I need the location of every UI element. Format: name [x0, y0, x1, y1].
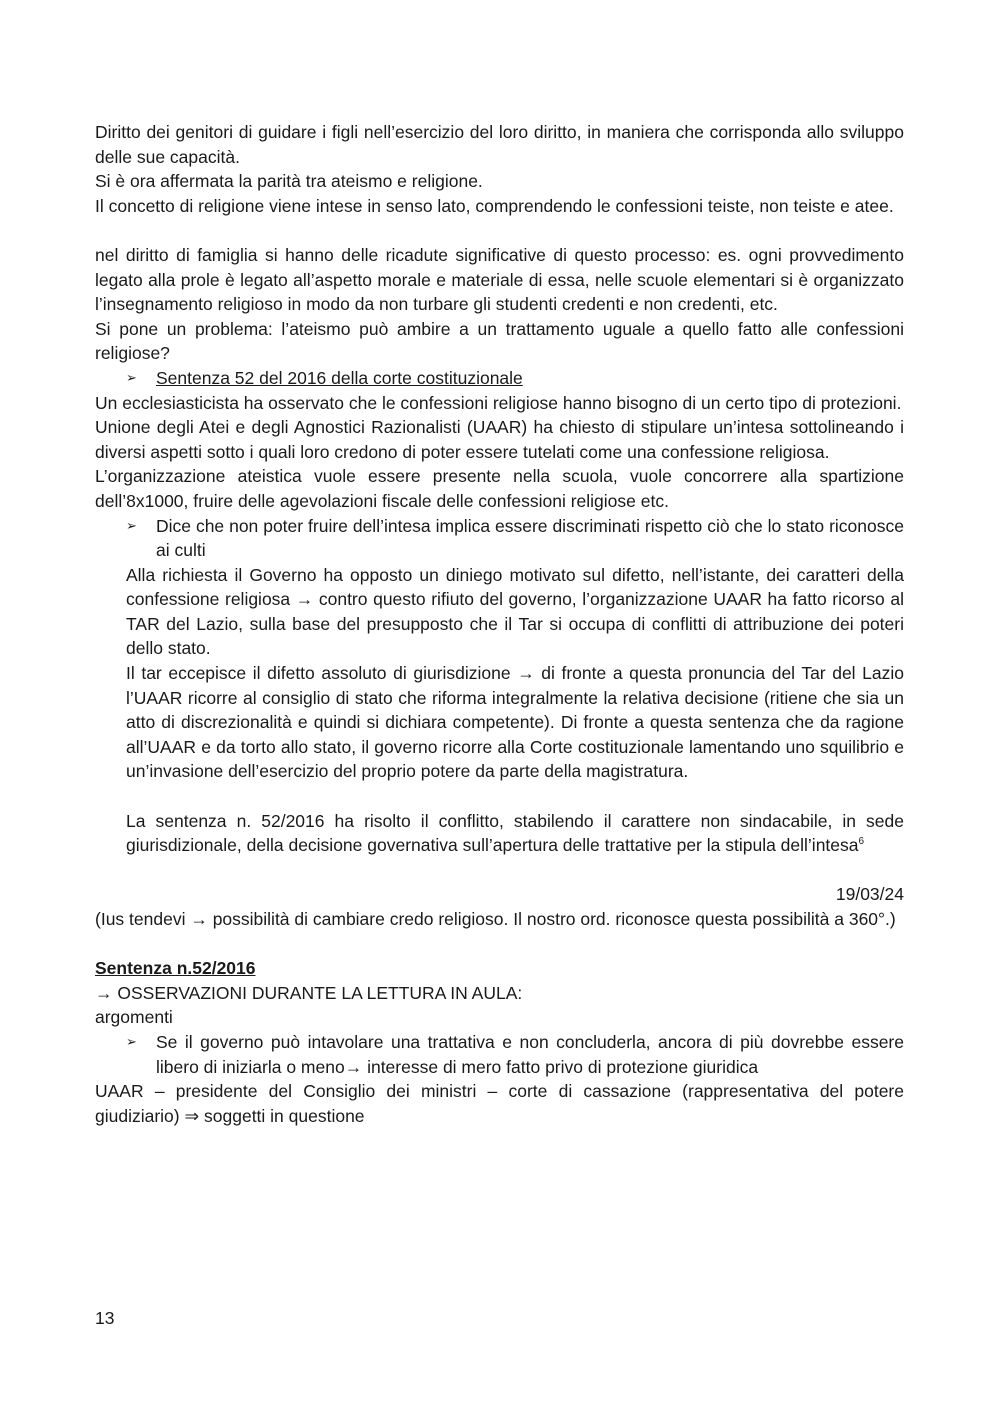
page-number: 13 — [95, 1308, 115, 1328]
paragraph: Il concetto di religione viene intese in senso lato, comprendendo le confessioni teiste, non teiste e atee. — [95, 195, 894, 216]
paragraph: L’organizzazione ateistica vuole essere presente nella scuola, vuole concorrere alla spartizione dell’8x1000, fruire delle agevolazioni fiscale delle confessioni religiose etc. — [95, 466, 904, 511]
paragraph: Si è ora affermata la parità tra ateismo e religione. — [95, 171, 483, 192]
arrowhead-bullet-icon: ➢ — [126, 369, 137, 385]
paragraph: Un ecclesiasticista ha osservato che le confessioni religiose hanno bisogno di un certo tipo di protezioni. — [95, 392, 902, 413]
bullet-item — [95, 366, 904, 391]
paragraph: → OSSERVAZIONI DURANTE LA LETTURA IN AULA: — [95, 982, 523, 1003]
arrowhead-bullet-icon: ➢ — [126, 1033, 137, 1049]
page-body — [95, 120, 904, 1128]
paragraph: Diritto dei genitori di guidare i figli nell’esercizio del loro diritto, in maniera che corrisponda allo sviluppo delle sue capacità. — [95, 122, 904, 167]
bullet-item — [95, 514, 904, 563]
bullet-text: Se il governo può intavolare una trattativa e non concluderla, ancora di più dovrebbe essere libero di iniziarla o meno→ interesse di mero fatto privo di protezione giuridica — [156, 1031, 904, 1077]
paragraph: Unione degli Atei e degli Agnostici Razionalisti (UAAR) ha chiesto di stipulare un’intesa sottolineando i diversi aspetti sotto i quali loro credono di poter essere tutelati come una confessione religiosa. — [95, 417, 904, 462]
footnote-reference: 6 — [858, 836, 865, 848]
paragraph: nel diritto di famiglia si hanno delle ricadute significative di questo processo: es. ogni provvedimento legato alla prole è legato all’aspetto morale e materiale di essa, nelle scuole elementari si è organizzato l’insegnamento religioso in modo da non turbare gli studenti credenti e non credenti, etc. — [95, 244, 904, 315]
indented-paragraph: Il tar eccepisce il difetto assoluto di giurisdizione → di fronte a questa pronuncia del Tar del Lazio l’UAAR ricorre al consiglio di stato che riforma integralmente la relativa decisione (ritiene che sia un atto di discrezionalità e quindi si dichiara competente). Di fronte a questa sentenza che da ragione all’UAAR e da torto allo stato, il governo ricorre alla Corte costituzionale lamentando uno squilibrio e un’invasione dell’esercizio del proprio potere da parte della magistratura. — [126, 663, 904, 782]
indented-paragraph — [95, 809, 904, 858]
indented-paragraph: Alla richiesta il Governo ha opposto un diniego motivato sul difetto, nell’istante, dei caratteri della confessione religiosa → contro questo rifiuto del governo, l’organizzazione UAAR ha fatto ricorso al TAR del Lazio, sulla base del presupposto che il Tar si occupa di conflitti di attribuzione dei poteri dello stato. — [126, 564, 904, 659]
bullet-text: Sentenza 52 del 2016 della corte costituzionale — [156, 367, 523, 388]
blank-line — [95, 218, 904, 243]
paragraph: argomenti — [95, 1007, 173, 1028]
bullet-item — [95, 1030, 904, 1079]
blank-line — [95, 858, 904, 883]
paragraph: UAAR – presidente del Consiglio dei ministri – corte di cassazione (rappresentativa del potere giudiziario) ⇒ soggetti in questione — [95, 1081, 904, 1126]
date-stamp: 19/03/24 — [835, 884, 904, 905]
paragraph-text: La sentenza n. 52/2016 ha risolto il conflitto, stabilendo il carattere non sindacabile, in sede giurisdizionale, della decisione governativa sull’apertura delle trattative per la stipula dell’intesa — [126, 810, 904, 856]
blank-line — [95, 932, 904, 957]
paragraph: Si pone un problema: l’ateismo può ambire a un trattamento uguale a quello fatto alle confessioni religiose? — [95, 318, 904, 364]
bullet-text: Dice che non poter fruire dell’intesa implica essere discriminati rispetto ciò che lo stato riconosce ai culti — [156, 515, 904, 561]
blank-line — [95, 784, 904, 809]
paragraph: (Ius tendevi → possibilità di cambiare credo religioso. Il nostro ord. riconosce questa possibilità a 360°.) — [95, 909, 896, 929]
arrowhead-bullet-icon: ➢ — [126, 517, 137, 533]
section-heading: Sentenza n.52/2016 — [95, 958, 256, 979]
